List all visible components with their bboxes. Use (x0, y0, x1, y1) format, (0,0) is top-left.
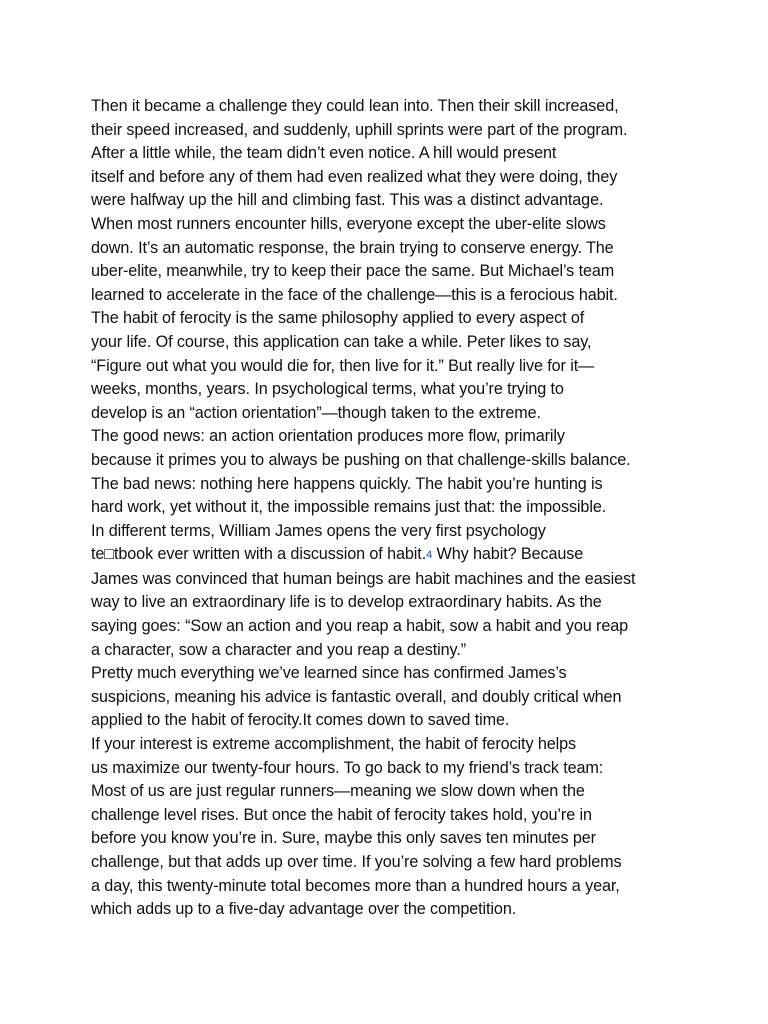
footnote-reference[interactable]: 4 (426, 549, 433, 562)
footnote-text-line (91, 543, 721, 568)
text-line: saying goes: “Sow an action and you reap a habit, sow a habit and you reap (91, 617, 629, 636)
text-line: Then it became a challenge they could lean into. Then their skill increased, (91, 97, 619, 115)
text-line: applied to the habit of ferocity.It comes down to saved time. (91, 711, 510, 730)
text-line: hard work, yet without it, the impossible remains just that: the impossible. (91, 498, 607, 517)
text-line: were halfway up the hill and climbing fast. This was a distinct advantage. (91, 191, 604, 210)
text-line: When most runners encounter hills, everyone except the uber-elite slows (91, 214, 606, 233)
text-line: because it primes you to always be pushing on that challenge-skills balance. (91, 450, 631, 469)
text-line: develop is an “action orientation”—though taken to the extreme. (91, 403, 541, 422)
text-line: Pretty much everything we’ve learned since has confirmed James’s (91, 664, 567, 683)
text-line: weeks, months, years. In psychological terms, what you’re trying to (91, 380, 564, 399)
text-line: learned to accelerate in the face of the challenge—this is a ferocious habit. (91, 285, 618, 304)
footnote-line-before: te□tbook ever written with a discussion of habit. (91, 545, 427, 564)
text-line: If your interest is extreme accomplishment, the habit of ferocity helps (91, 735, 577, 754)
text-line: before you know you’re in. Sure, maybe this only saves ten minutes per (91, 829, 596, 848)
text-line: uber-elite, meanwhile, try to keep their pace the same. But Michael’s team (91, 262, 615, 281)
text-line: “Figure out what you would die for, then live for it.” But really live for it— (91, 356, 595, 375)
text-line: In different terms, William James opens the very first psychology (91, 521, 546, 540)
text-line: your life. Of course, this application can take a while. Peter likes to say, (91, 332, 592, 351)
text-line: us maximize our twenty-four hours. To go back to my friend’s track team: (91, 758, 604, 777)
text-line: down. It’s an automatic response, the brain trying to conserve energy. The (91, 238, 614, 257)
text-line: a day, this twenty-minute total becomes more than a hundred hours a year, (91, 876, 620, 895)
text-line: James was convinced that human beings are habit machines and the easiest (91, 569, 636, 588)
text-line: itself and before any of them had even realized what they were doing, they (91, 167, 618, 186)
text-line: their speed increased, and suddenly, uphill sprints were part of the program. (91, 120, 628, 139)
text-line: The good news: an action orientation produces more flow, primarily (91, 427, 565, 446)
text-line: The habit of ferocity is the same philosophy applied to every aspect of (91, 309, 585, 328)
text-line: which adds up to a five-day advantage over the competition. (91, 900, 517, 919)
document-body (91, 95, 721, 922)
text-line: challenge level rises. But once the habit of ferocity takes hold, you’re in (91, 805, 592, 824)
footnote-line-after: Why habit? Because (432, 545, 584, 564)
text-line: The bad news: nothing here happens quickly. The habit you’re hunting is (91, 474, 603, 493)
text-line: Most of us are just regular runners—meaning we slow down when the (91, 782, 585, 801)
text-line: way to live an extraordinary life is to develop extraordinary habits. As the (91, 593, 602, 612)
text-line: After a little while, the team didn’t even notice. A hill would present (91, 144, 557, 163)
text-line: challenge, but that adds up over time. If you’re solving a few hard problems (91, 853, 622, 871)
text-line: suspicions, meaning his advice is fantastic overall, and doubly critical when (91, 687, 622, 706)
text-line: a character, sow a character and you reap a destiny.” (91, 640, 467, 659)
